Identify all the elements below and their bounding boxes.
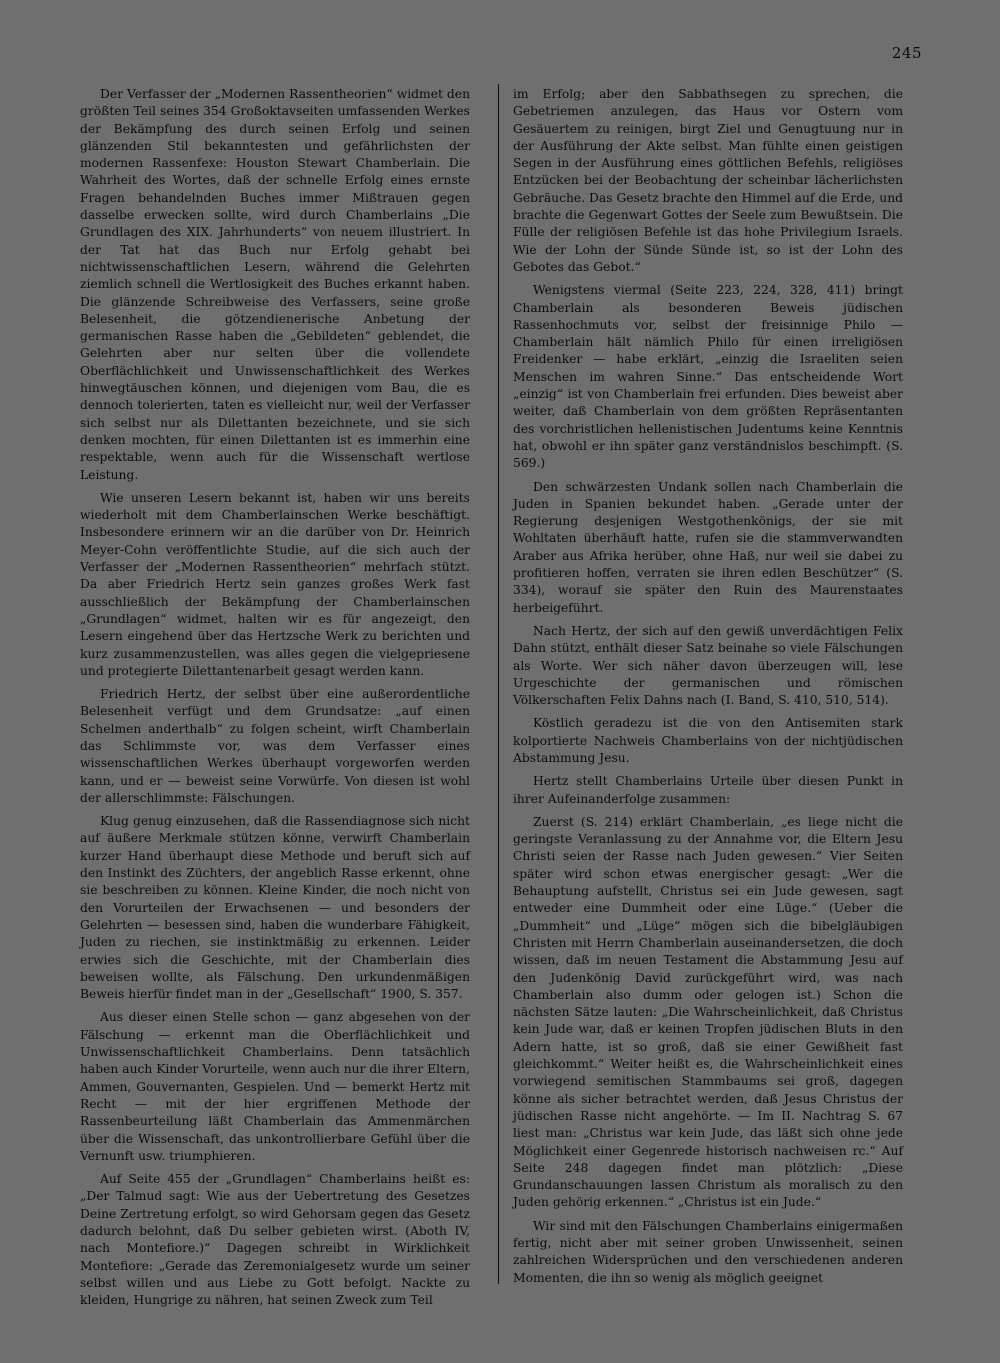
paragraph: Klug genug einzusehen, daß die Rassendiagnose sich nicht auf äußere Merkmale stützen könne, verwirft Chamberlain kurzer Hand überhaupt diese Methode und beruft sich auf den Instinkt des Züchters, der angeblich Rasse erkennt, ohne sie beschreiben zu können. Kleine Kinder, die noch nicht von den Vorurteilen der Erwachsenen — und besonders der Gelehrten — besessen sind, haben die wunderbare Fähigkeit, Juden zu riechen, sie instinktmäßig zu erkennen. Leider erwies sich die Geschichte, mit der Chamberlain dies beweisen wollte, als Fälschung. Den urkundenmäßigen Beweis hierfür findet man in der „Gesellschaft“ 1900, S. 357.	[80, 814, 470, 1002]
paragraph: Wenigstens viermal (Seite 223, 224, 328, 411) bringt Chamberlain als besonderen Beweis jüdischen Rassenhochmuts vor, selbst der freisinnige Philo — Chamberlain hält nämlich Philo für einen irreligiösen Freidenker — habe erklärt, „einzig die Israeliten seien Menschen im wahren Sinne.“ Das entscheidende Wort „einzig“ ist von Chamberlain frei erfunden. Dies beweist aber weiter, daß Chamberlain von dem größten Repräsentanten des vorchristlichen hellenistischen Judentums keine Kenntnis hat, obwohl er ihn später ganz verständnislos beschimpft. (S. 569.)	[513, 283, 903, 471]
paragraph: Der Verfasser der „Modernen Rassentheorien“ widmet den größten Teil seines 354 Großoktavseiten umfassenden Werkes der Bekämpfung des durch seinen Erfolg und seinen glänzenden Stil bekanntesten und gefährlichsten der modernen Rassenfexe: Houston Stewart Chamberlain. Die Wahrheit des Wortes, daß der schnelle Erfolg eines ernste Fragen behandelnden Buches immer Mißtrauen gegen dasselbe erwecken sollte, wird durch Chamberlains „Die Grundlagen des XIX. Jahrhunderts“ von neuem illustriert. In der Tat hat das Buch nur Erfolg gehabt bei nichtwissenschaftlichen Lesern, während die Gelehrten ziemlich schnell die Wertlosigkeit des Buches erkannt haben. Die glänzende Schreibweise des Verfassers, seine große Belesenheit, die götzendienerische Anbetung der germanischen Rasse haben die „Gebildeten“ geblendet, die Gelehrten aber nur selten über die vollendete Oberflächlichkeit und Unwissenschaftlichkeit des Werkes hinwegtäuschen können, und diejenigen vom Bau, die es dennoch tolerierten, taten es vielleicht nur, weil der Verfasser sich selbst nur als Dilettanten bezeichnete, und sie sich denken mochten, für einen Dilettanten ist es immerhin eine respektable, wenn auch für die Wissenschaft wertlose Leistung.	[80, 87, 470, 482]
paragraph: Friedrich Hertz, der selbst über eine außerordentliche Belesenheit verfügt und dem Grundsatze: „auf einen Schelmen anderthalb“ zu folgen scheint, wirft Chamberlain das Schlimmste vor, was dem Verfasser eines wissenschaftlichen Werkes überhaupt vorgeworfen werden kann, und er — beweist seine Vorwürfe. Von diesen ist wohl der allerschlimmste: Fälschungen.	[80, 687, 470, 805]
paragraph: Wir sind mit den Fälschungen Chamberlains einigermaßen fertig, nicht aber mit seiner groben Unwissenheit, seinen zahlreichen Widersprüchen und den verschiedenen anderen Momenten, die ihn so wenig als möglich geeignet	[513, 1218, 903, 1285]
paragraph: Auf Seite 455 der „Grundlagen“ Chamberlains heißt es: „Der Talmud sagt: Wie aus der Uebertretung des Gesetzes Deine Zertretung erfolgt, so wird Gehorsam gegen das Gesetz dadurch belohnt, daß Du selber gebieten wirst. (Aboth IV, nach Montefiore.)“ Dagegen schreibt in Wirklichkeit Montefiore: „Gerade das Zeremonialgesetz wurde um seiner selbst willen und aus Liebe zu Gott befolgt. Nackte zu kleiden, Hungrige zu nähren, hat seinen Zweck zum Teil	[80, 1172, 470, 1308]
paragraph: Nach Hertz, der sich auf den gewiß unverdächtigen Felix Dahn stützt, enthält dieser Satz beinahe so viele Fälschungen als Worte. Wer sich näher davon überzeugen will, lese Urgeschichte der germanischen und römischen Völkerschaften Felix Dahns nach (I. Band, S. 410, 510, 514).	[513, 623, 903, 708]
paragraph: Aus dieser einen Stelle schon — ganz abgesehen von der Fälschung — erkennt man die Oberflächlichkeit und Unwissenschaftlichkeit Chamberlains. Denn tatsächlich haben auch Kinder Vorurteile, wenn auch nur die ihrer Eltern, Ammen, Gouvernanten, Gespielen. Und — bemerkt Hertz mit Recht — mit der hier ergriffenen Methode der Rassenbeurteilung läßt Chamberlain das Ammenmärchen über die Wissenschaft, das unkontrollierbare Gefühl über die Vernunft usw. triumphieren.	[80, 1010, 470, 1163]
left-column	[80, 86, 470, 1315]
right-column	[513, 86, 903, 1293]
paragraph: im Erfolg; aber den Sabbathsegen zu sprechen, die Gebetriemen anzulegen, das Haus vor Ostern vom Gesäuertem zu reinigen, birgt Ziel und Genugtuung nur in der Ausführung der Akte selbst. Man fühlte einen geistigen Segen in der Ausführung eines göttlichen Befehls, religiöses Entzücken bei der Beobachtung der scheinbar lächerlichsten Gebräuche. Das Gesetz brachte den Himmel auf die Erde, und brachte die Gegenwart Gottes der Seele zum Bewußtsein. Die Fülle der religiösen Befehle ist das hohe Privilegium Israels. Wie der Lohn der Sünde Sünde ist, so ist der Lohn des Gebotes das Gebot.“	[513, 87, 903, 274]
paragraph: Wie unseren Lesern bekannt ist, haben wir uns bereits wiederholt mit dem Chamberlainschen Werke beschäftigt. Insbesondere erinnern wir an die darüber von Dr. Heinrich Meyer-Cohn veröffentlichte Studie, auf die sich auch der Verfasser der „Modernen Rassentheorien“ mehrfach stützt. Da aber Friedrich Hertz sein ganzes großes Werk fast ausschließlich der Bekämpfung der Chamberlainschen „Grundlagen“ widmet, halten wir es für angezeigt, den Lesern eingehend über das Hertzsche Werk zu berichten und kurz zusammenzustellen, was alles gegen die vielgepriesene und protegierte Dilettantenarbeit gesagt werden kann.	[80, 490, 470, 678]
paragraph: Zuerst (S. 214) erklärt Chamberlain, „es liege nicht die geringste Veranlassung zu der Annahme vor, die Eltern Jesu Christi seien der Rasse nach Juden gewesen.“ Vier Seiten später wird schon etwas energischer gesagt: „Wer die Behauptung aufstellt, Christus sei ein Jude gewesen, sagt entweder eine Dummheit oder eine Lüge.“ (Ueber die „Dummheit“ und „Lüge“ mögen sich die bibelgläubigen Christen mit Herrn Chamberlain auseinandersetzen, die doch wissen, daß im neuen Testament die Abstammung Jesu auf den Judenkönig David zurückgeführt wird, was nach Chamberlain also dumm oder gelogen ist.) Schon die nächsten Sätze lauten: „Die Wahrscheinlichkeit, daß Christus kein Jude war, daß er keinen Tropfen jüdischen Bluts in den Adern hatte, ist so groß, daß sie einer Gewißheit fast gleichkommt.“ Weiter heißt es, die Wahrscheinlichkeit eines vorwiegend semitischen Stammbaums sei groß, dagegen könne als sicher betrachtet werden, daß Jesus Christus der jüdischen Rasse nicht angehörte. — Im II. Nachtrag S. 67 liest man: „Christus war kein Jude, das läßt sich ohne jede Möglichkeit einer Gegenrede historisch nachweisen rc.“ Auf Seite 248 dagegen findet man plötzlich: „Diese Grundanschauungen lassen Christum als moralisch zu den Juden gehörig erkennen.“ „Christus ist ein Jude.“	[513, 814, 903, 1210]
paragraph: Köstlich geradezu ist die von den Antisemiten stark kolportierte Nachweis Chamberlains von der nichtjüdischen Abstammung Jesu.	[513, 716, 903, 765]
column-divider	[498, 84, 499, 1284]
paragraph: Hertz stellt Chamberlains Urteile über diesen Punkt in ihrer Aufeinanderfolge zusammen:	[513, 774, 903, 806]
page-number: 245	[891, 44, 922, 62]
paragraph: Den schwärzesten Undank sollen nach Chamberlain die Juden in Spanien bekundet haben. „Gerade unter der Regierung desjenigen Westgothenkönigs, der sie mit Wohltaten überhäuft hatte, rufen sie die stammverwandten Araber aus Afrika herüber, ohne Haß, nur weil sie dabei zu profitieren hoffen, verraten sie ihren edlen Beschützer“ (S. 334), worauf sie später den Ruin des Maurenstaates herbeigeführt.	[513, 479, 903, 615]
